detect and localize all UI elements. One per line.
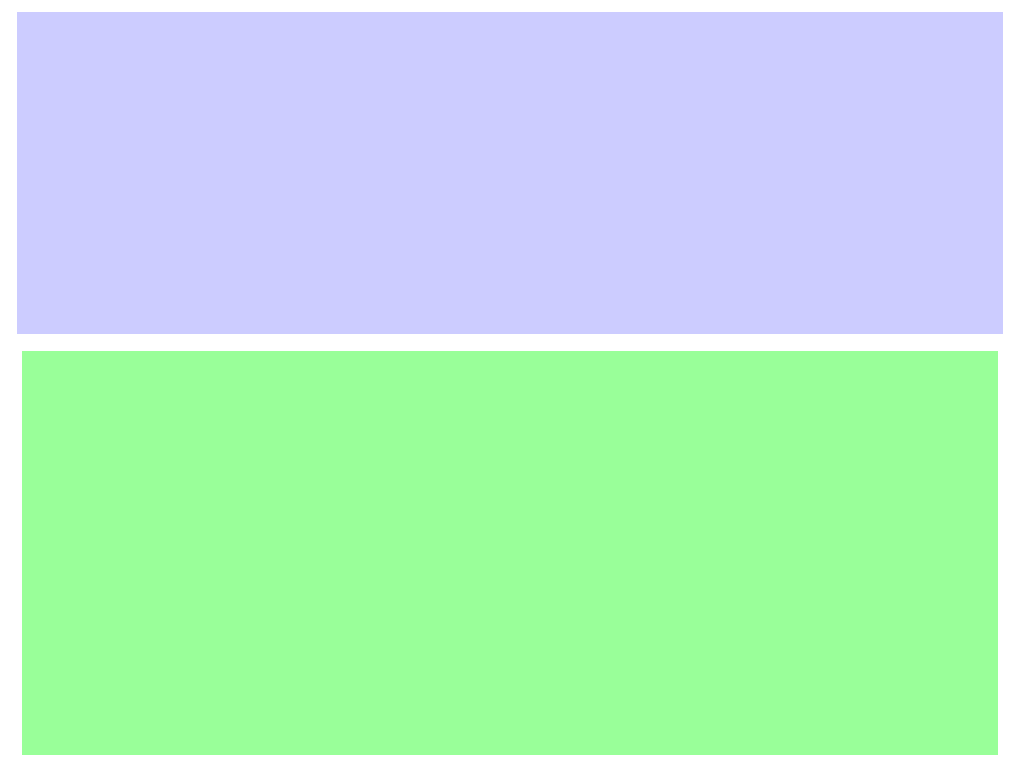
list-item — [30, 361, 988, 401]
bullet-list — [30, 361, 988, 596]
definition-box — [17, 12, 1003, 334]
list-item — [30, 556, 988, 596]
list-item — [30, 491, 988, 531]
characteristics-box — [22, 351, 998, 755]
list-item — [30, 426, 988, 466]
